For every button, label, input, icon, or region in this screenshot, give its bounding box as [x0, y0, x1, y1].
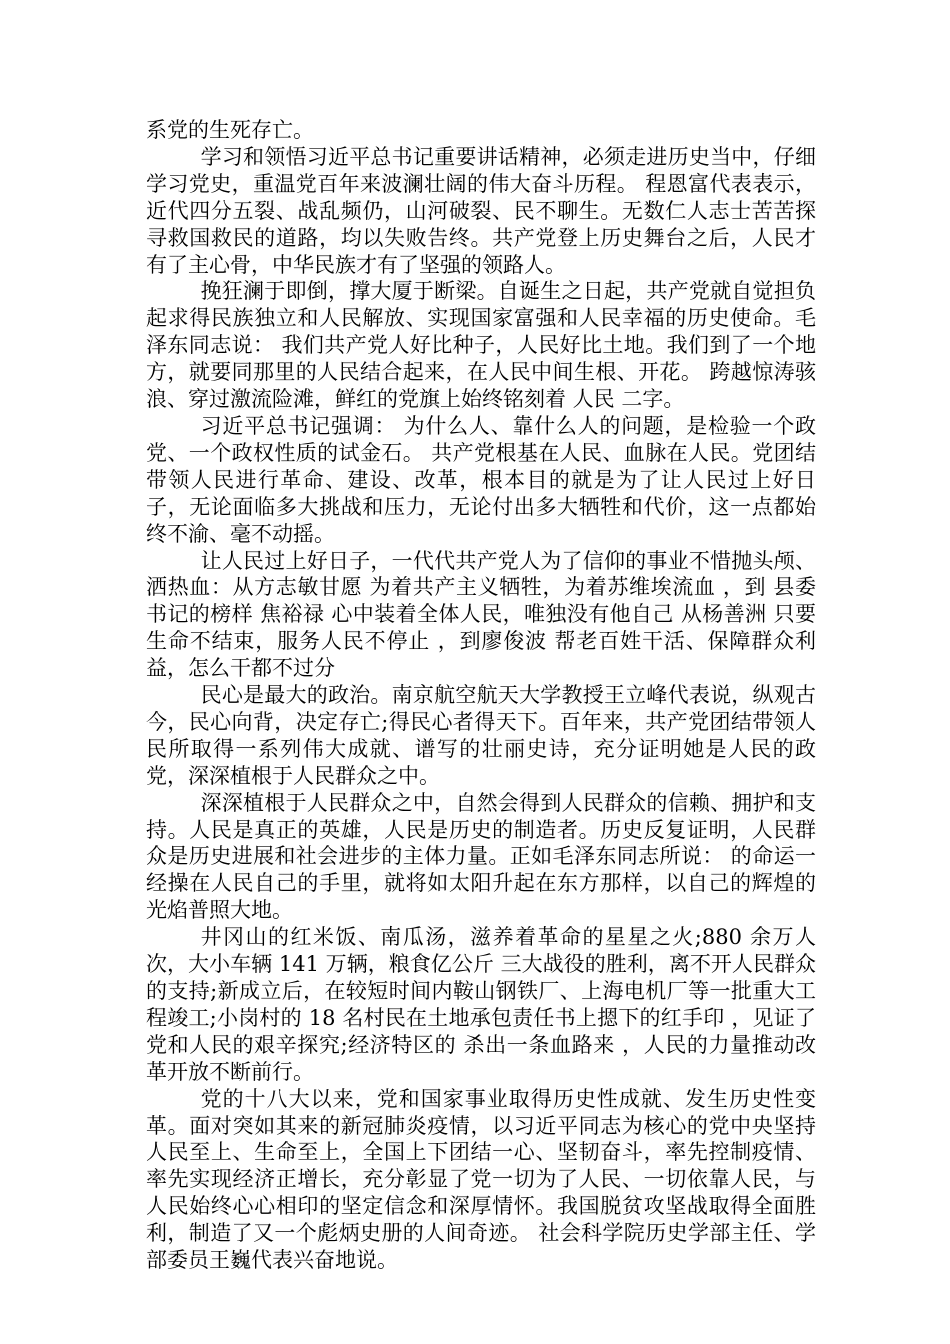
paragraph: 习近平总书记强调： 为什么人、靠什么人的问题，是检验一个政党、一个政权性质的试金石。 共产党根基在人民、血脉在人民。党团结带领人民进行革命、建设、改革，根本目的就是为了让人民过上好日子，无论面临多大挑战和压力，无论付出多大牺牲和代价，这一点都始终不渝、毫不动摇。: [146, 413, 816, 546]
document-body: [146, 117, 816, 1274]
paragraph: 学习和领悟习近平总书记重要讲话精神，必须走进历史当中，仔细学习党史，重温党百年来波澜壮阔的伟大奋斗历程。 程恩富代表表示，近代四分五裂、战乱频仍，山河破裂、民不聊生。无数仁人志士苦苦探寻救国救民的道路，均以失败告终。共产党登上历史舞台之后，人民才有了主心骨，中华民族才有了坚强的领路人。: [146, 144, 816, 277]
paragraph: 深深植根于人民群众之中，自然会得到人民群众的信赖、拥护和支持。人民是真正的英雄，人民是历史的制造者。历史反复证明，人民群众是历史进展和社会进步的主体力量。正如毛泽东同志所说： 的命运一经操在人民自己的手里，就将如太阳升起在东方那样，以自己的辉煌的光焰普照大地。: [146, 790, 816, 923]
paragraph: 民心是最大的政治。南京航空航天大学教授王立峰代表说，纵观古今，民心向背，决定存亡;得民心者得天下。百年来，共产党团结带领人民所取得一系列伟大成就、谱写的壮丽史诗，充分证明她是人民的政党，深深植根于人民群众之中。: [146, 683, 816, 788]
paragraph: 挽狂澜于即倒，撑大厦于断梁。自诞生之日起，共产党就自觉担负起求得民族独立和人民解放、实现国家富强和人民幸福的历史使命。毛泽东同志说： 我们共产党人好比种子，人民好比土地。我们到了一个地方，就要同那里的人民结合起来，在人民中间生根、开花。 跨越惊涛骇浪、穿过激流险滩，鲜红的党旗上始终铭刻着 人民 二字。: [146, 279, 816, 412]
paragraph: 井冈山的红米饭、南瓜汤，滋养着革命的星星之火;880 余万人次，大小车辆 141 万辆，粮食亿公斤 三大战役的胜利，离不开人民群众的支持;新成立后，在较短时间内鞍山钢铁厂、上海电机厂等一批重大工程竣工;小岗村的 18 名村民在土地承包责任书上摁下的红手印 ，见证了党和人民的艰辛探究;经济特区的 杀出一条血路来 ，人民的力量推动改革开放不断前行。: [146, 925, 816, 1084]
paragraph: 让人民过上好日子，一代代共产党人为了信仰的事业不惜抛头颅、洒热血：从方志敏甘愿 为着共产主义牺牲，为着苏维埃流血 ，到 县委书记的榜样 焦裕禄 心中装着全体人民，唯独没有他自己 从杨善洲 只要生命不结束，服务人民不停止 ，到廖俊波 帮老百姓干活、保障群众利益，怎么干都不过分: [146, 548, 816, 681]
paragraph: 党的十八大以来，党和国家事业取得历史性成就、发生历史性变革。面对突如其来的新冠肺炎疫情，以习近平同志为核心的党中央坚持人民至上、生命至上，全国上下团结一心、坚韧奋斗，率先控制疫情、率先实现经济正增长，充分彰显了党一切为了人民、一切依靠人民，与人民始终心心相印的坚定信念和深厚情怀。我国脱贫攻坚战取得全面胜利，制造了又一个彪炳史册的人间奇迹。 社会科学院历史学部主任、学部委员王巍代表兴奋地说。: [146, 1086, 816, 1273]
paragraph: 系党的生死存亡。: [146, 118, 314, 142]
